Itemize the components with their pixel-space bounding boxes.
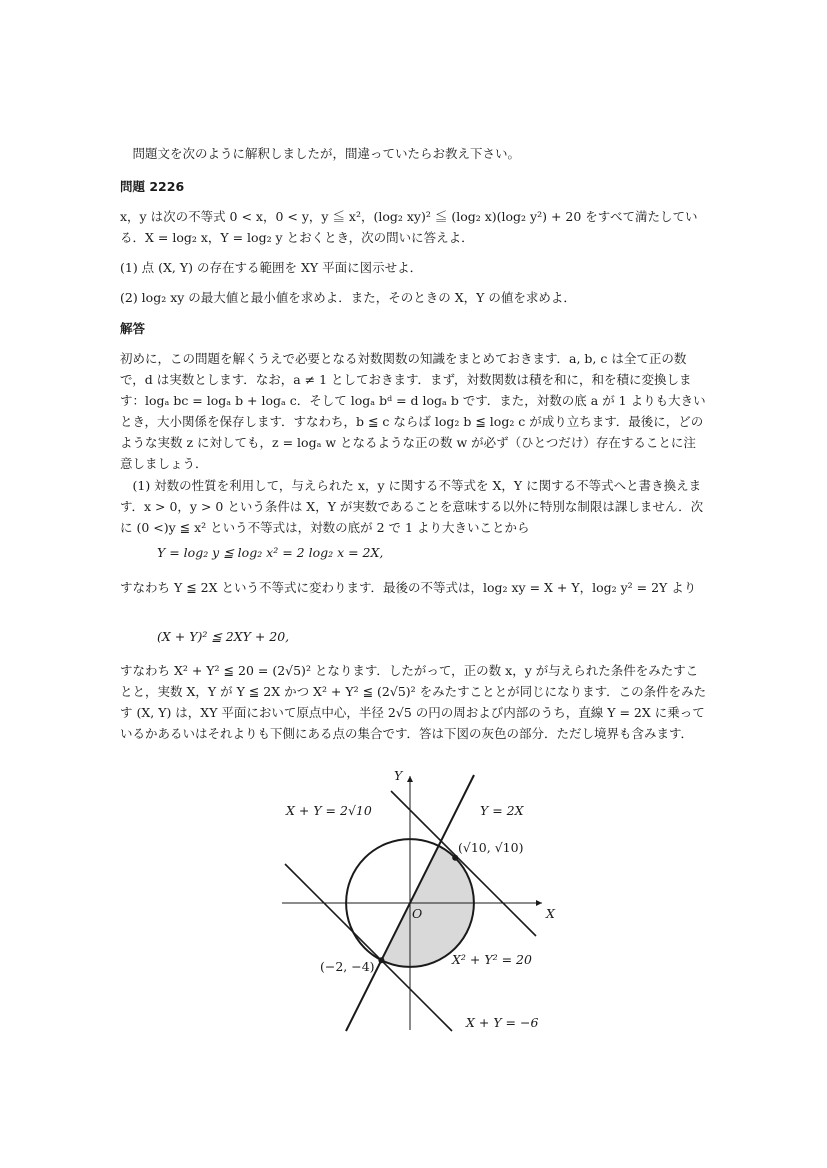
point-top bbox=[452, 855, 458, 861]
answer-paragraph-2: (1) 対数の性質を利用して，与えられた x，y に関する不等式を X，Y に関する不等式へと書き換えます．x > 0，y > 0 という条件は X，Y が実数であることを意味する以外に特別な制限は課しません．次に (0 <)y ≦ x² という不等式は，対数の底が 2 で 1 より大きいことから bbox=[120, 478, 704, 535]
question-2: (2) log₂ xy の最大値と最小値を求めよ．また，そのときの X，Y の値を求めよ． bbox=[120, 290, 576, 305]
origin-label: O bbox=[412, 906, 423, 921]
tangent-top-label: X + Y = 2√10 bbox=[286, 803, 372, 818]
equation-1: Y = log₂ y ≦ log₂ x² = 2 log₂ x = 2X, bbox=[157, 545, 384, 560]
answer-paragraph-3: すなわち Y ≦ 2X という不等式に変わります．最後の不等式は，log₂ xy = X + Y，log₂ y² = 2Y より bbox=[120, 580, 697, 595]
answer-paragraph-4: すなわち X² + Y² ≦ 20 = (2√5)² となります．したがって，正の数 x，y が与えられた条件をみたすことと，実数 X，Y が Y ≦ 2X かつ X² + Y² ≦ (2√5)² をみたすこととが同じになります．この条件をみたす (X, Y) は，XY 平面において原点中心，半径 2√5 の円の周および内部のうち，直線 Y = 2X に乗っているかあるいはそれよりも下側にある点の集合です．答は下図の灰色の部分．ただし境界も含みます． bbox=[120, 663, 707, 741]
answer-paragraph-1: 初めに，この問題を解くうえで必要となる対数関数の知識をまとめておきます．a, b, c は全て正の数で，d は実数とします．なお，a ≠ 1 としておきます．まず，対数関数は積を和に，和を積に変換します：logₐ bc = logₐ b + logₐ c．そして logₐ bᵈ = d logₐ b です．また，対数の底 a が 1 よりも大きいとき，大小関係を保存します．すなわち，b ≦ c ならば log₂ b ≦ log₂ c が成り立ちます．最後に，どのような実数 z に対しても，z = logₐ w となるような正の数 w が必ず（ひとつだけ）存在することに注意しましょう． bbox=[120, 351, 706, 471]
intro-text: 問題文を次のように解釈しましたが，間違っていたらお教え下さい。 bbox=[132, 146, 521, 161]
equation-2: (X + Y)² ≦ 2XY + 20, bbox=[157, 629, 290, 644]
circle-label: X² + Y² = 20 bbox=[452, 952, 532, 967]
y-axis-label: Y bbox=[394, 768, 403, 783]
point-top-label: (√10, √10) bbox=[458, 840, 524, 855]
point-bottom-label: (−2, −4) bbox=[320, 959, 375, 974]
problem-statement: x，y は次の不等式 0 < x，0 < y，y ≦ x²，(log₂ xy)² ≦ (log₂ x)(log₂ y²) + 20 をすべて満たしている．X = log₂ x，Y = log₂ y とおくとき，次の問いに答えよ． bbox=[120, 209, 698, 245]
region-figure bbox=[270, 768, 560, 1038]
answer-heading: 解答 bbox=[120, 321, 146, 336]
question-1: (1) 点 (X, Y) の存在する範囲を XY 平面に図示せよ． bbox=[120, 260, 423, 275]
x-axis-label: X bbox=[546, 906, 555, 921]
problem-heading: 問題 2226 bbox=[120, 179, 185, 194]
point-bottom bbox=[378, 957, 384, 963]
tangent-bottom-label: X + Y = −6 bbox=[466, 1015, 539, 1030]
line-y-2x-label: Y = 2X bbox=[480, 803, 524, 818]
